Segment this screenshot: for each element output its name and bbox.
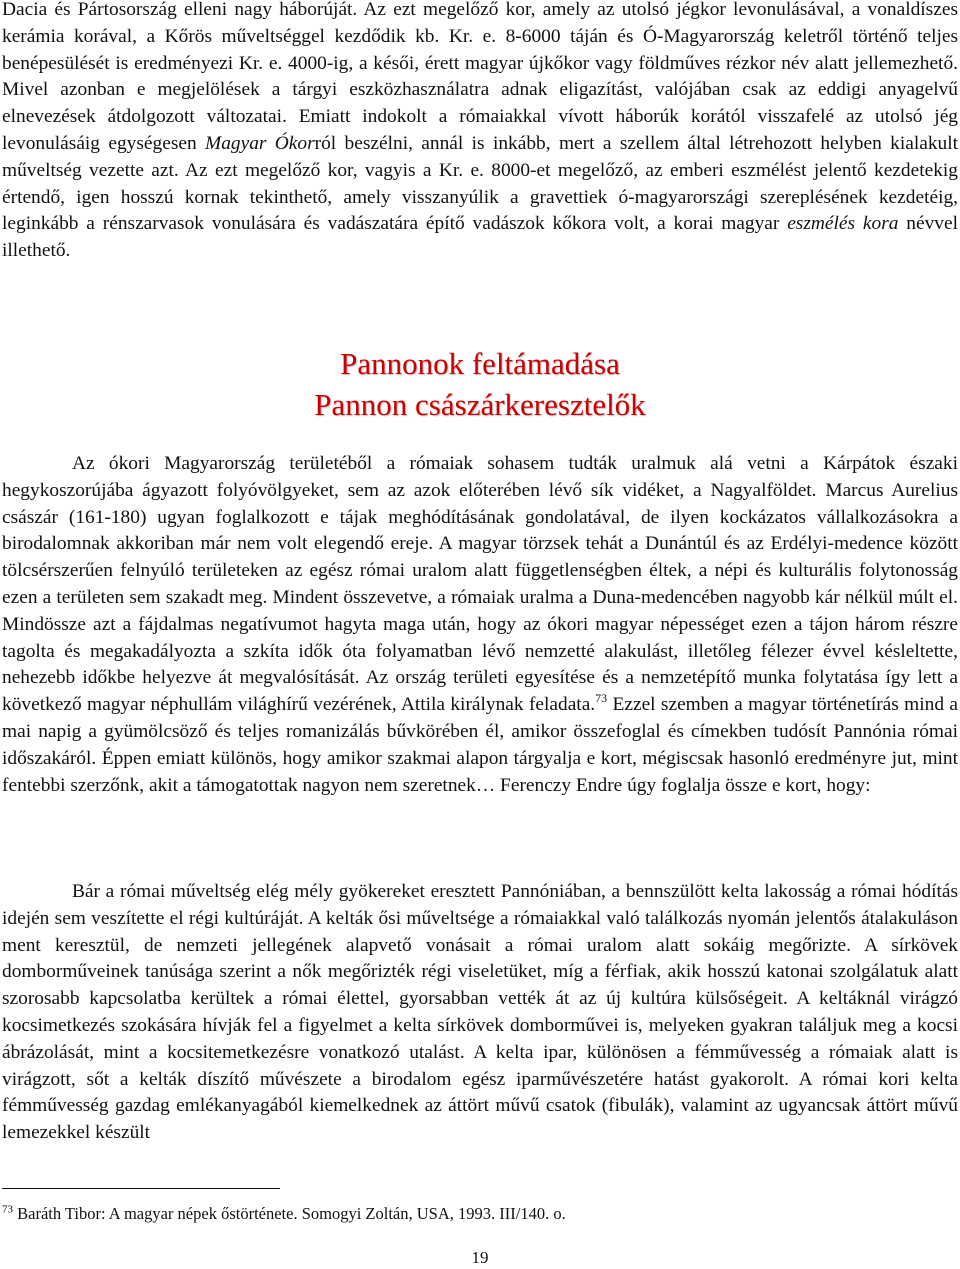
paragraph-text: Dacia és Pártosország elleni nagy háborúját. Az ezt megelőző kor, amely az utolsó jégkor levonulásával, a vonaldíszes kerámia korával, a Kőrös műveltséggel kezdődik kb. Kr. e. 8-6000 táján és Ó-Magyarország keletről történő teljes benépesülését is eredményezi Kr. e. 4000-ig, a késői, érett magyar újkőkor vagy földműves rézkor név alatt jellemezhető. Mivel azonban e megjelölések a tárgyi eszközhasználatra adnak eligazítást, valójában csak az eddigi anyagelvű elnevezések átdolgozott változatai. Emiatt indokolt a rómaiakkal vívott háborúk korától visszafelé az utolsó jég levonulásáig egységesen [2,0,958,154]
paragraph-text: ról beszélni, annál is inkább, mert a szellem által létrehozott helyben kialakult műveltség vezette azt. Az ezt megelőző kor, vagyis a Kr. e. 8000-et megelőző, az emberi eszmélést jelentő kezdetekig értendő, igen hosszú kornak tekinthető, amely visszanyúlik a gravettiek ó-magyarországi szereplésének kezdetéig, leginkább a rénszarvasok vonulására és vadászatára építő vadászok kőkora volt, a korai magyar [2,132,959,235]
footnote [2,1203,952,1225]
footnote-text: Baráth Tibor: A magyar népek őstörténete. Somogyi Zoltán, USA, 1993. III/140. o. [13,1204,566,1223]
paragraph-main [2,451,958,799]
emphasis-term: Magyar Ókor [205,132,315,154]
footnote-reference[interactable]: 73 [595,691,608,706]
page-number: 19 [471,1248,489,1267]
emphasis-term: eszmélés kora [787,213,899,235]
footnote-divider [2,1188,280,1189]
section-title: Pannonok feltámadása [340,346,620,381]
paragraph-quote [2,879,958,1147]
paragraph-text: Bár a római műveltség elég mély gyökereket eresztett Pannóniában, a bennszülött kelta lakosság a római hódítás idején sem veszítette el régi kultúráját. A kelták ősi műveltsége a rómaiakkal való találkozás nyomán jelentős átalakuláson ment keresztül, de nemzeti jellegének alapvető vonásait a római uralom alatt sokáig megőrizte. A sírkövek domborműveinek tanúsága szerint a nők megőrizték régi viseletüket, míg a férfiak, akik hosszú katonai szolgálatuk alatt szorosabb kapcsolatba kerültek a római élettel, gyorsabban vették át az új kultúra külsőségeit. A keltáknál virágzó kocsimetkezés szokására hívják fel a figyelmet a kelta sírkövek domborművei is, melyeken gyakran találjuk meg a kocsi ábrázolását, mint a kocsitemetkezésre vonatkozó utalást. A kelta ipar, különösen a fémművesség a rómaiak alatt is virágzott, sőt a kelták díszítő művészete a birodalom egész iparművészetére hatást gyakorolt. A római kori kelta fémművesség gazdag emlékanyagából kiemelkednek az áttört művű csatok (fibulák), valamint az ugyancsak áttört művű lemezekkel készült [2,881,958,1144]
paragraph-text: Az ókori Magyarország területéből a rómaiak sohasem tudták uralmuk alá vetni a Kárpátok északi hegykoszorújába ágyazott folyóvölgyeket, sem az azok előterében lévő sík vidéket, a Nagyalföldet. Marcus Aurelius császár (161-180) ugyan foglalkozott e tájak meghódításának gondolatával, de ilyen kockázatos vállalkozásokra a birodalomnak akkoriban már nem volt elegendő ereje. A magyar törzsek tehát a Dunántúl és az Erdélyi-medence között tölcsérszerűen felnyúló területeken az egész római uralom alatt függetlenségben éltek, a népi és kulturális folytonosság ezen a területen sem szakadt meg. Mindent összevetve, a rómaiak uralma a Duna-medencében nagyobb kár nélkül múlt el. Mindössze azt a fájdalmas negatívumot hagyta maga után, hogy az ókori magyar népességet ezen a tájon három részre tagolta és megakadályozta a szkíta idők óta folyamatban lévő nemzetté alakulást, illetőleg félezer évvel késleltette, nehezebb időkbe helyezve át megvalósítását. Az ország területi egyesítése és a nemzetépítő munka folytatása így lett a következő magyar néphullám világhírű vezérének, Attila királynak feladata. [2,453,958,716]
paragraph-text: Ezzel szemben a magyar történetírás mind a mai napig a gyümölcsöző és teljes romanizálás bűvkörében él, amikor összefoglal és címekben tudósít Pannónia római időszakáról. Éppen emiatt különös, hogy amikor szakmai alapon tárgyalja e kort, mégiscsak hasonló eredményre jut, mint fentebbi szerzőnk, akit a támogatottak nagyon nem szeretnek… Ferenczy Endre úgy foglalja össze e kort, hogy: [2,694,959,796]
footnote-number: 73 [2,1203,13,1216]
paragraph-intro [2,0,958,265]
paragraph-text: névvel illethető. [2,213,958,262]
section-subtitle: Pannon császárkeresztelők [314,387,646,422]
